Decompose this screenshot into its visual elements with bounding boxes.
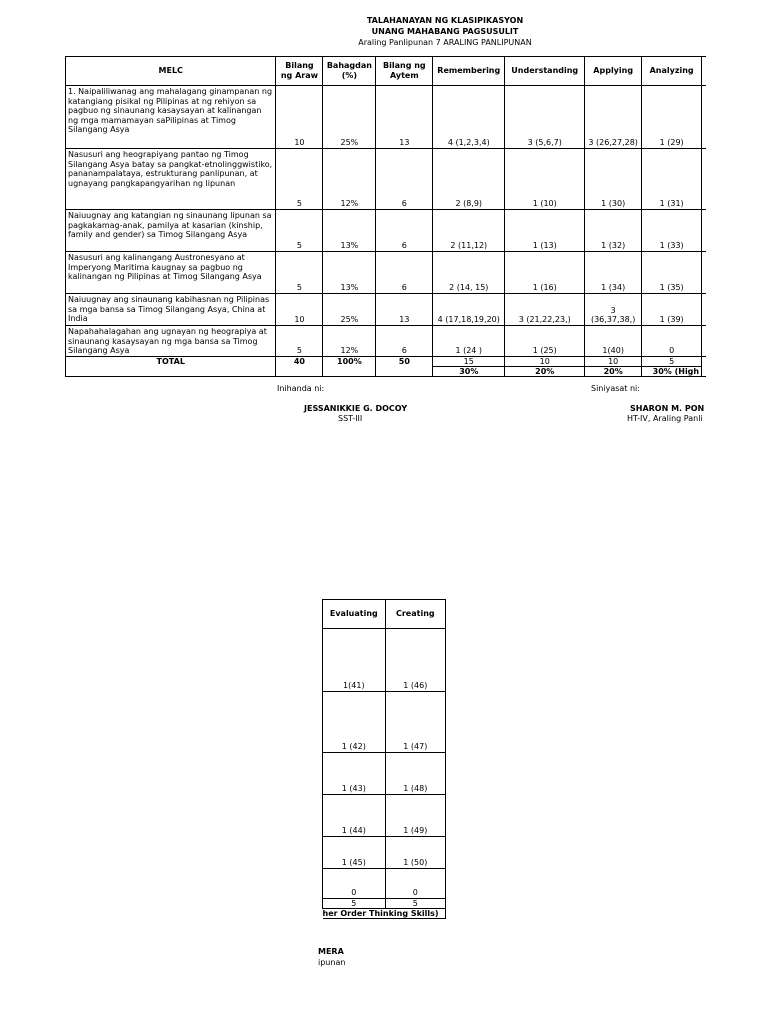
overflow-table — [322, 599, 446, 919]
total-understanding-cell — [505, 356, 585, 376]
applying-cell: 1(40) — [585, 326, 642, 357]
remembering-cell: 4 (17,18,19,20) — [433, 294, 505, 326]
header-title: TALAHANAYAN NG KLASIPIKASYON — [366, 16, 524, 25]
applying-cell: 1 (32) — [585, 210, 642, 252]
total-applying: 10 — [585, 357, 641, 367]
total-araw: 40 — [276, 356, 323, 376]
creating-cell: 0 — [385, 869, 445, 899]
table-row — [323, 837, 446, 869]
analyzing-cell: 1 (31) — [642, 149, 702, 210]
empty-cell — [702, 326, 706, 357]
remembering-cell: 1 (24 ) — [433, 326, 505, 357]
col-empty — [702, 57, 706, 86]
col-araw: Bilang ng Araw — [276, 57, 323, 86]
aytem-cell: 13 — [376, 294, 433, 326]
total-aytem: 50 — [376, 356, 433, 376]
creating-cell: 1 (47) — [385, 692, 445, 753]
total-remembering-cell — [433, 356, 505, 376]
col-creating: Creating — [385, 600, 445, 629]
total-applying-cell — [585, 356, 642, 376]
header-subject: Araling Panlipunan 7 ARALING PANLIPUNAN — [358, 38, 532, 47]
table-row — [323, 692, 446, 753]
aytem-cell: 13 — [376, 86, 433, 149]
evaluating-cell: 1 (42) — [323, 692, 386, 753]
col-understanding: Understanding — [505, 57, 585, 86]
table-row — [66, 210, 707, 252]
creating-cell: 1 (46) — [385, 629, 445, 692]
header-subtitle-exam: UNANG MAHABANG PAGSUSULIT — [371, 27, 519, 36]
creating-cell: 1 (48) — [385, 753, 445, 795]
col-aytem: Bilang ng Aytem — [376, 57, 433, 86]
page2-title-fragment: ipunan — [318, 958, 346, 967]
aytem-cell: 6 — [376, 326, 433, 357]
footnote-cell: her Order Thinking Skills) — [323, 909, 446, 919]
document-header — [310, 15, 580, 48]
understanding-cell: 1 (16) — [505, 252, 585, 294]
understanding-cell: 3 (5,6,7) — [505, 86, 585, 149]
table-row — [66, 294, 707, 326]
total-analyzing-pct: 30% (High — [652, 366, 700, 376]
total-applying-pct: 20% — [603, 366, 623, 376]
prepared-name: JESSANIKKIE G. DOCOY — [304, 404, 408, 413]
analyzing-cell: 1 (35) — [642, 252, 702, 294]
creating-cell: 1 (49) — [385, 795, 445, 837]
analyzing-cell: 1 (33) — [642, 210, 702, 252]
col-applying: Applying — [585, 57, 642, 86]
melc-cell: Napahahalagahan ang ugnayan ng heograpiya at sinaunang kasaysayan ng mga bansa sa Timog Silangang Asya — [66, 326, 276, 357]
prepared-label: Inihanda ni: — [277, 384, 325, 393]
applying-cell: 1 (34) — [585, 252, 642, 294]
total-understanding-pct: 20% — [535, 366, 555, 376]
araw-cell: 10 — [276, 294, 323, 326]
bahagdan-cell: 13% — [323, 210, 376, 252]
empty-cell — [702, 294, 706, 326]
evaluating-cell: 1(41) — [323, 629, 386, 692]
checked-label: Siniyasat ni: — [591, 384, 640, 393]
total-bahagdan: 100% — [323, 356, 376, 376]
total-analyzing-cell — [642, 356, 702, 376]
total-understanding: 10 — [505, 357, 584, 367]
checked-name: SHARON M. PON — [630, 404, 705, 413]
bahagdan-cell: 13% — [323, 252, 376, 294]
evaluating-cell: 1 (43) — [323, 753, 386, 795]
overflow-footnote-row — [323, 909, 446, 919]
empty-cell — [702, 252, 706, 294]
table-header-row — [66, 57, 707, 86]
bahagdan-cell: 12% — [323, 326, 376, 357]
evaluating-cell: 1 (45) — [323, 837, 386, 869]
col-remembering: Remembering — [433, 57, 505, 86]
total-creating: 5 — [385, 899, 445, 909]
bahagdan-cell: 25% — [323, 86, 376, 149]
applying-cell: 3 (26,27,28) — [585, 86, 642, 149]
checked-clip — [620, 402, 705, 428]
understanding-cell: 1 (25) — [505, 326, 585, 357]
remembering-cell: 4 (1,2,3,4) — [433, 86, 505, 149]
table-row — [66, 326, 707, 357]
melc-cell: Naiuugnay ang katangian ng sinaunang lipunan sa pagkakamag-anak, pamilya at kasarian (kinship, family and gender) sa Timog Silangang Asya — [66, 210, 276, 252]
page2-name-fragment: MERA — [318, 947, 344, 956]
table-clip — [64, 55, 706, 377]
aytem-cell: 6 — [376, 210, 433, 252]
table-row — [66, 252, 707, 294]
araw-cell: 5 — [276, 210, 323, 252]
understanding-cell: 1 (10) — [505, 149, 585, 210]
empty-cell — [702, 86, 706, 149]
col-bahagdan: Bahagdan (%) — [323, 57, 376, 86]
col-evaluating: Evaluating — [323, 600, 386, 629]
evaluating-cell: 1 (44) — [323, 795, 386, 837]
total-remembering: 15 — [433, 357, 504, 367]
evaluating-cell: 0 — [323, 869, 386, 899]
table-row — [323, 795, 446, 837]
overflow-total-row — [323, 899, 446, 909]
araw-cell: 5 — [276, 149, 323, 210]
col-analyzing: Analyzing — [642, 57, 702, 86]
melc-cell: Nasusuri ang kalinangang Austronesyano at Imperyong Maritima kaugnay sa pagbuo ng kalinangan ng Pilipinas at Timog Silangang Asya — [66, 252, 276, 294]
remembering-cell: 2 (11,12) — [433, 210, 505, 252]
prepared-title: SST-III — [338, 414, 363, 423]
applying-cell: 3 (36,37,38,) — [585, 294, 642, 326]
table-row — [323, 869, 446, 899]
creating-cell: 1 (50) — [385, 837, 445, 869]
empty-cell — [702, 149, 706, 210]
aytem-cell: 6 — [376, 149, 433, 210]
table-row — [323, 753, 446, 795]
melc-cell: Naiuugnay ang sinaunang kabihasnan ng Pilipinas sa mga bansa sa Timog Silangang Asya, China at India — [66, 294, 276, 326]
total-remembering-pct: 30% — [459, 366, 479, 376]
table-row — [66, 149, 707, 210]
analyzing-cell: 1 (39) — [642, 294, 702, 326]
overflow-header-row — [323, 600, 446, 629]
total-evaluating: 5 — [323, 899, 386, 909]
analyzing-cell: 0 — [642, 326, 702, 357]
table-row — [323, 629, 446, 692]
empty-cell — [702, 210, 706, 252]
applying-cell: 1 (30) — [585, 149, 642, 210]
understanding-cell: 1 (13) — [505, 210, 585, 252]
table-row — [66, 86, 707, 149]
classification-table — [65, 56, 706, 377]
analyzing-cell: 1 (29) — [642, 86, 702, 149]
melc-cell: 1. Naipaliliwanag ang mahalagang ginampanan ng katangiang pisikal ng Pilipinas at ng rehiyon sa pagbuo ng sinaunang kasaysayan at kalinangan ng mga mamamayan saPilipinas at Timog Silangang Asya — [66, 86, 276, 149]
araw-cell: 10 — [276, 86, 323, 149]
melc-cell: Nasusuri ang heograpiyang pantao ng Timog Silangang Asya batay sa pangkat-etnolinggwistiko, pananampalataya, estrukturang panlipunan, at ugnayang pangkapangyarihan ng lipunan — [66, 149, 276, 210]
remembering-cell: 2 (8,9) — [433, 149, 505, 210]
araw-cell: 5 — [276, 252, 323, 294]
checked-title: HT-IV, Araling Panli — [627, 414, 703, 423]
empty-cell — [702, 356, 706, 376]
aytem-cell: 6 — [376, 252, 433, 294]
total-analyzing: 5 — [642, 357, 701, 367]
total-label: TOTAL — [66, 356, 276, 376]
col-melc: MELC — [66, 57, 276, 86]
remembering-cell: 2 (14, 15) — [433, 252, 505, 294]
araw-cell: 5 — [276, 326, 323, 357]
total-row — [66, 356, 707, 376]
understanding-cell: 3 (21,22,23,) — [505, 294, 585, 326]
bahagdan-cell: 25% — [323, 294, 376, 326]
bahagdan-cell: 12% — [323, 149, 376, 210]
